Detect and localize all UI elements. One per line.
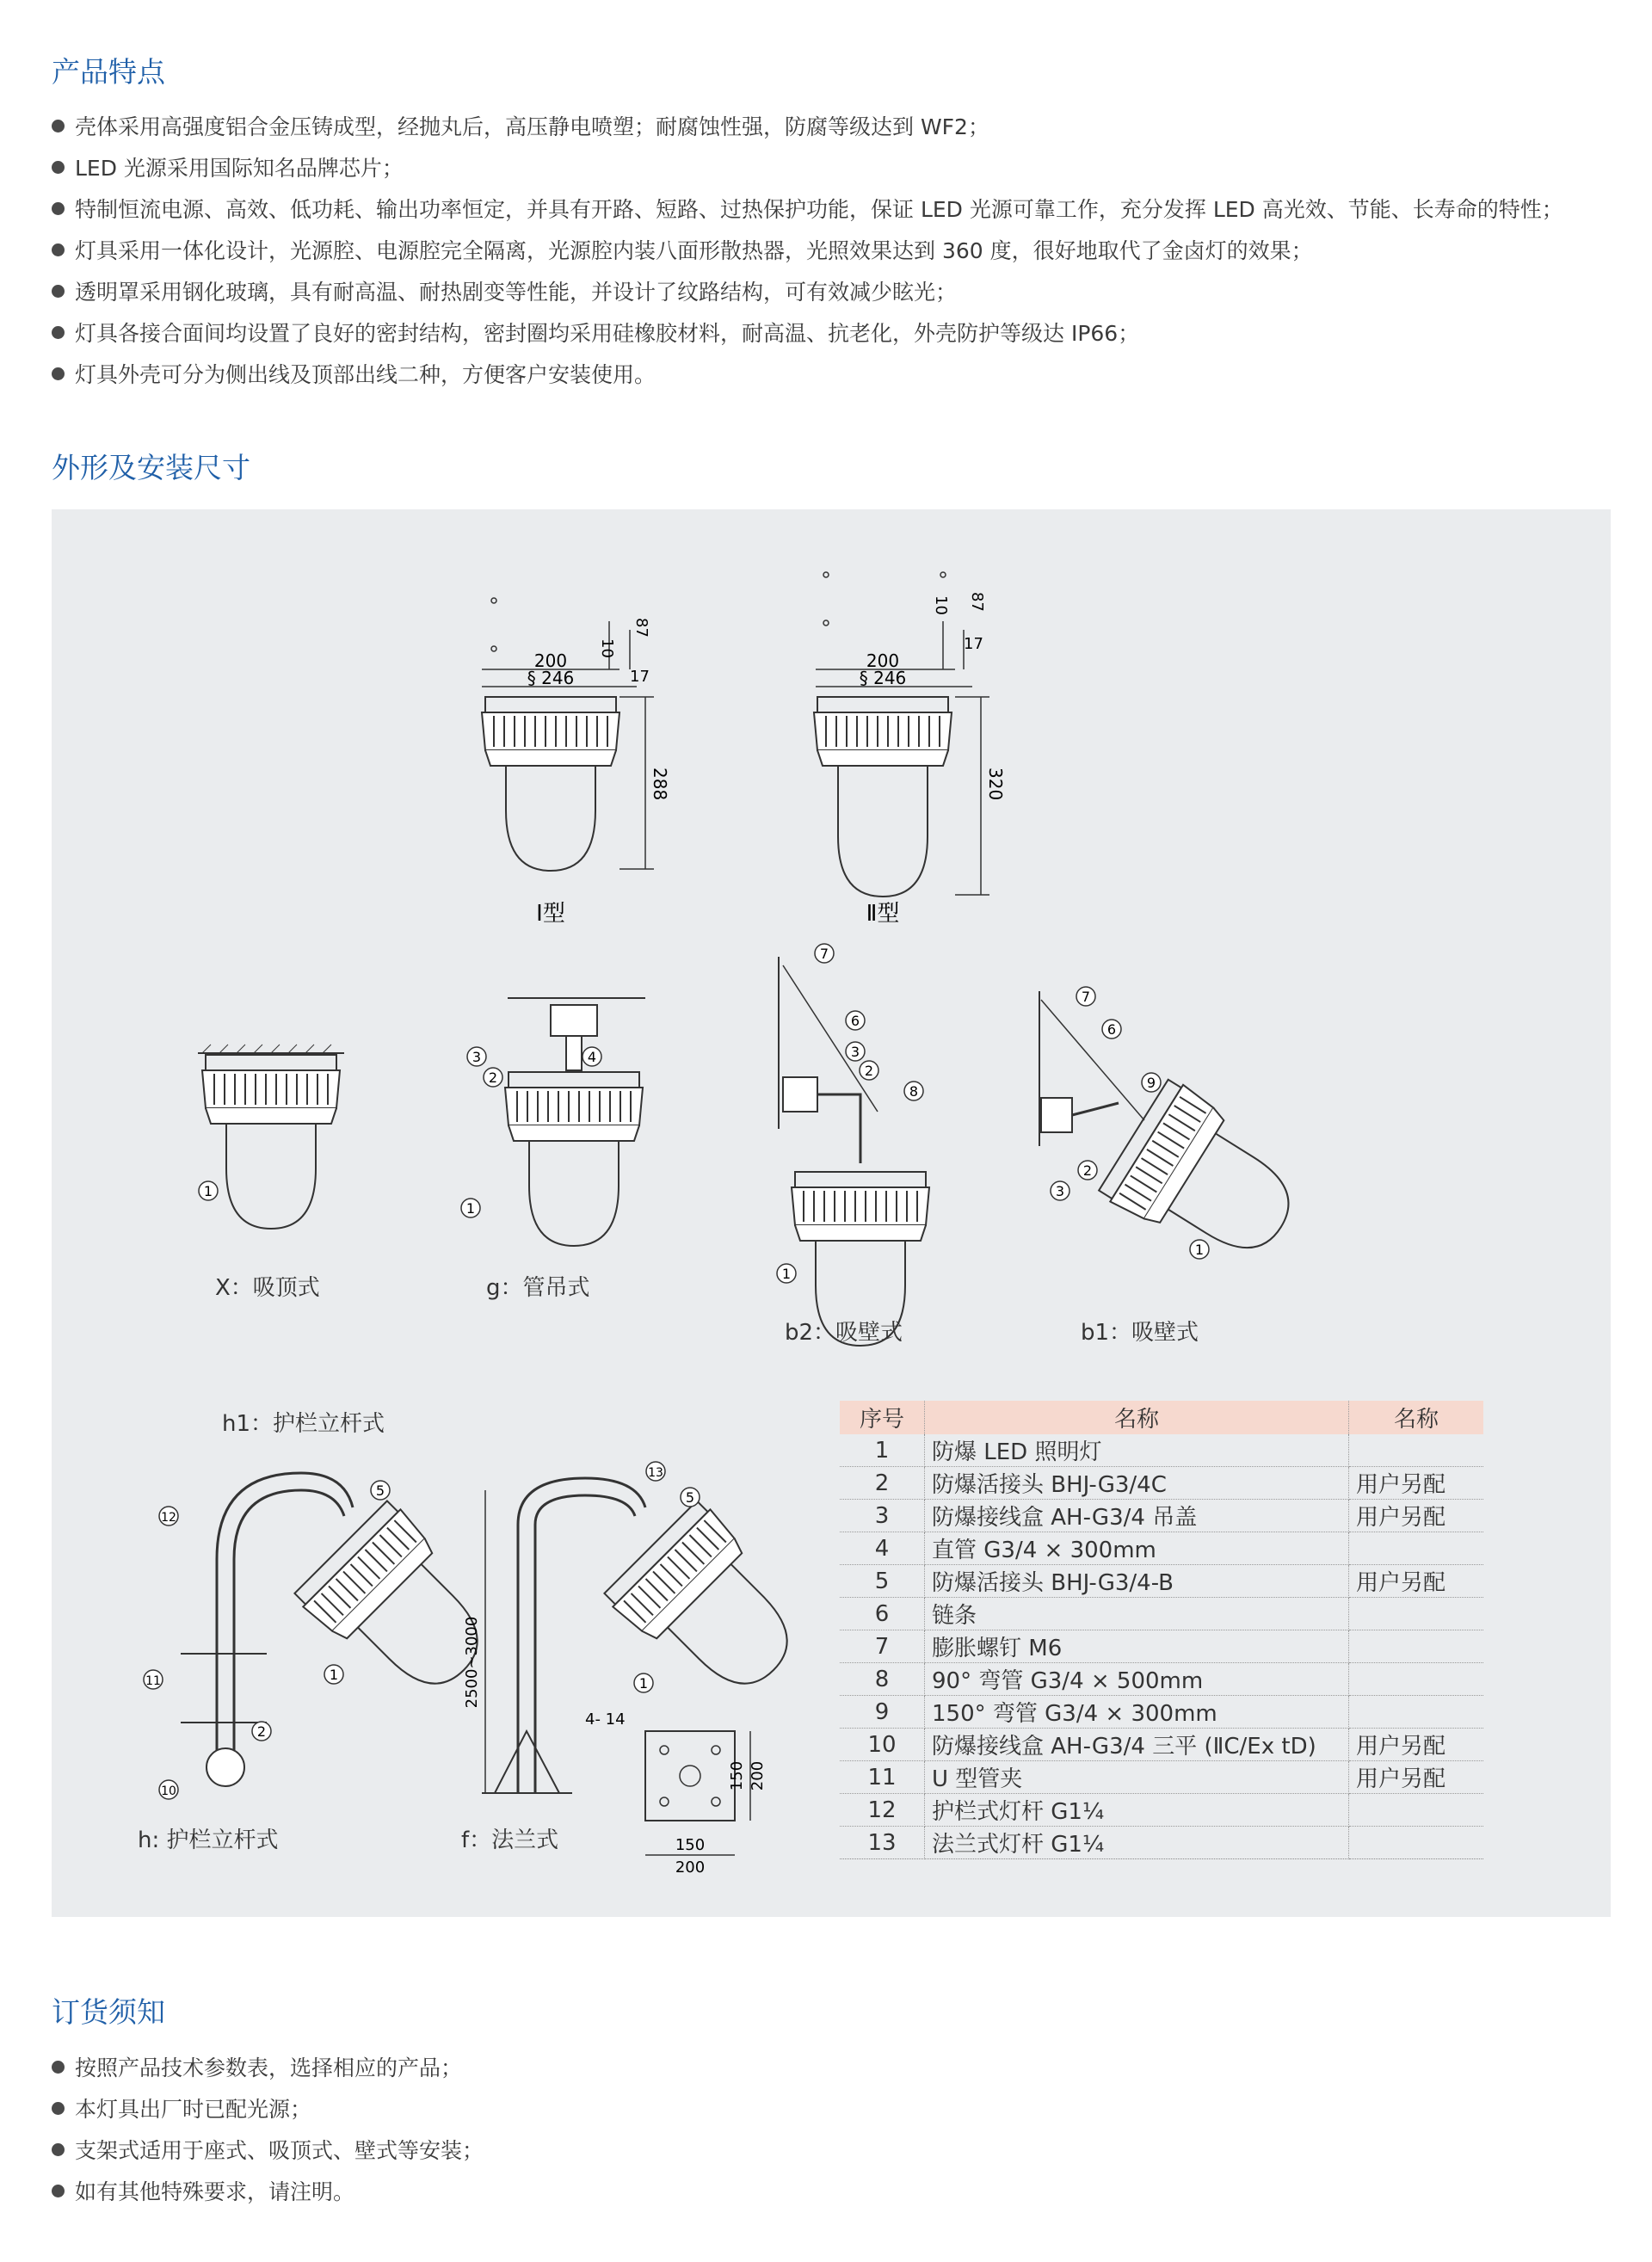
list-item: 灯具外壳可分为侧出线及顶部出线二种，方便客户安装使用。 — [52, 354, 1563, 396]
svg-text:1: 1 — [638, 1675, 649, 1692]
svg-text:2: 2 — [1082, 1162, 1093, 1179]
bullet-icon — [52, 285, 65, 298]
cell-number: 8 — [840, 1663, 925, 1696]
cell-number: 11 — [840, 1761, 925, 1794]
caption-f: f：法兰式 — [461, 1827, 559, 1853]
svg-text:7: 7 — [1081, 989, 1091, 1005]
cell-number: 10 — [840, 1729, 925, 1761]
flange-outer-h: 200 — [675, 1858, 706, 1877]
bullet-icon — [52, 326, 65, 339]
svg-text:11: 11 — [145, 1674, 161, 1688]
svg-text:6: 6 — [850, 1013, 860, 1029]
table-row — [840, 1696, 1483, 1729]
dimensions-title: 外形及安装尺寸 — [52, 451, 250, 484]
list-item: 壳体采用高强度铝合金压铸成型，经抛丸后，高压静电喷塑；耐腐蚀性强，防腐等级达到 WF2； — [52, 107, 1563, 148]
table-row — [840, 1532, 1483, 1565]
list-item: 灯具采用一体化设计，光源腔、电源腔完全隔离，光源腔内装八面形散热器，光照效果达到 360 度，很好地取代了金卤灯的效果； — [52, 231, 1563, 272]
svg-text:2: 2 — [488, 1069, 498, 1086]
svg-text:3: 3 — [850, 1044, 860, 1060]
table-header-row — [840, 1401, 1483, 1434]
bullet-icon — [52, 243, 65, 256]
cell-number: 7 — [840, 1630, 925, 1663]
cell-name: 防爆 LED 照明灯 — [925, 1434, 1349, 1467]
type2-drawing — [814, 572, 1006, 927]
type1-diameter: § 246 — [527, 668, 575, 688]
cell-name: 防爆接线盒 AH-G3/4 吊盖 — [925, 1500, 1349, 1532]
svg-text:6: 6 — [1106, 1021, 1117, 1038]
svg-text:12: 12 — [161, 1511, 176, 1525]
svg-text:2: 2 — [864, 1063, 874, 1079]
svg-text:5: 5 — [685, 1489, 695, 1506]
svg-text:1: 1 — [329, 1667, 339, 1683]
type1-height: 288 — [650, 767, 670, 801]
table-row — [840, 1565, 1483, 1598]
cell-remark — [1349, 1827, 1484, 1859]
type2-top: 10 — [932, 595, 950, 615]
svg-text:1: 1 — [781, 1266, 792, 1282]
caption-h: h: 护栏立杆式 — [138, 1827, 279, 1853]
flange-outer-v: 200 — [749, 1760, 767, 1791]
type1-width: 200 — [533, 650, 568, 671]
cell-name: U 型管夹 — [925, 1761, 1349, 1794]
list-item: 如有其他特殊要求，请注明。 — [52, 2172, 484, 2213]
caption-h1: h1：护栏立杆式 — [222, 1411, 385, 1437]
table-row — [840, 1467, 1483, 1500]
caption-x: X：吸顶式 — [215, 1275, 320, 1301]
caption-b2: b2：吸壁式 — [785, 1320, 903, 1346]
type2-height: 320 — [985, 767, 1006, 801]
cell-remark — [1349, 1663, 1484, 1696]
svg-text:5: 5 — [375, 1482, 385, 1499]
cell-remark: 用户另配 — [1349, 1729, 1484, 1761]
cell-name: 150° 弯管 G3/4 × 300mm — [925, 1696, 1349, 1729]
b1-wall-drawing — [1039, 987, 1317, 1285]
cell-name: 护栏式灯杆 G1¼ — [925, 1794, 1349, 1827]
svg-text:13: 13 — [648, 1466, 663, 1480]
type2-side: 17 — [964, 635, 983, 653]
f-flange-drawing — [463, 1462, 823, 1793]
flange-holes: 4- 14 — [585, 1710, 626, 1729]
svg-text:1: 1 — [203, 1183, 213, 1199]
h1-guardrail-drawing — [144, 1473, 513, 1799]
flange-inner-v: 150 — [728, 1760, 746, 1791]
type1-top: 10 — [598, 638, 616, 658]
flange-inner-h: 150 — [675, 1836, 706, 1854]
caption-g: g：管吊式 — [486, 1275, 590, 1301]
svg-text:3: 3 — [1055, 1183, 1065, 1199]
svg-text:8: 8 — [909, 1083, 919, 1100]
pole-height-dim: 2500~3000 — [463, 1616, 481, 1709]
type1-side: 17 — [630, 668, 650, 686]
bullet-icon — [52, 2185, 65, 2197]
cell-remark — [1349, 1532, 1484, 1565]
type1-drawing — [482, 598, 670, 927]
cell-name: 防爆接线盒 AH-G3/4 三平 (ⅡC/Ex tD) — [925, 1729, 1349, 1761]
table-row — [840, 1794, 1483, 1827]
svg-text:7: 7 — [819, 946, 829, 962]
bullet-icon — [52, 2061, 65, 2074]
cell-remark: 用户另配 — [1349, 1761, 1484, 1794]
ordering-title: 订货须知 — [52, 1995, 165, 2029]
cell-name: 法兰式灯杆 G1¼ — [925, 1827, 1349, 1859]
bullet-icon — [52, 2143, 65, 2156]
type1-label: Ⅰ型 — [536, 901, 565, 927]
list-item: 本灯具出厂时已配光源； — [52, 2089, 484, 2130]
list-item: 按照产品技术参数表，选择相应的产品； — [52, 2048, 484, 2089]
list-item: 灯具各接合面间均设置了良好的密封结构，密封圈均采用硅橡胶材料，耐高温、抗老化，外壳防护等级达 IP66； — [52, 313, 1563, 354]
cell-number: 3 — [840, 1500, 925, 1532]
col-header-number: 序号 — [840, 1401, 925, 1434]
type2-top2: 87 — [968, 592, 986, 612]
table-row — [840, 1663, 1483, 1696]
cell-number: 12 — [840, 1794, 925, 1827]
cell-remark: 用户另配 — [1349, 1500, 1484, 1532]
svg-text:2: 2 — [256, 1723, 267, 1740]
x-ceiling-drawing — [198, 1045, 344, 1229]
cell-remark — [1349, 1696, 1484, 1729]
table-row — [840, 1729, 1483, 1761]
list-item: LED 光源采用国际知名品牌芯片； — [52, 148, 1563, 189]
bullet-icon — [52, 120, 65, 133]
cell-name: 防爆活接头 BHJ-G3/4-B — [925, 1565, 1349, 1598]
cell-number: 5 — [840, 1565, 925, 1598]
bullet-icon — [52, 202, 65, 215]
cell-remark — [1349, 1630, 1484, 1663]
type2-diameter: § 246 — [859, 668, 907, 688]
table-row — [840, 1761, 1483, 1794]
table-row — [840, 1434, 1483, 1467]
flange-plate-drawing — [585, 1710, 767, 1877]
svg-text:9: 9 — [1146, 1075, 1156, 1091]
cell-remark: 用户另配 — [1349, 1565, 1484, 1598]
bullet-icon — [52, 161, 65, 174]
b2-wall-drawing — [777, 944, 929, 1346]
cell-number: 1 — [840, 1434, 925, 1467]
caption-b1: b1：吸壁式 — [1081, 1320, 1199, 1346]
list-item: 透明罩采用钢化玻璃，具有耐高温、耐热剧变等性能，并设计了纹路结构，可有效减少眩光； — [52, 272, 1563, 313]
svg-text:3: 3 — [472, 1049, 482, 1065]
cell-name: 防爆活接头 BHJ-G3/4C — [925, 1467, 1349, 1500]
cell-number: 6 — [840, 1598, 925, 1630]
list-item: 特制恒流电源、高效、低功耗、输出功率恒定，并具有开路、短路、过热保护功能，保证 LED 光源可靠工作，充分发挥 LED 高光效、节能、长寿命的特性； — [52, 189, 1563, 231]
cell-remark — [1349, 1434, 1484, 1467]
svg-text:4: 4 — [587, 1049, 597, 1065]
features-title: 产品特点 — [52, 55, 165, 89]
col-header-name: 名称 — [925, 1401, 1349, 1434]
table-row — [840, 1598, 1483, 1630]
cell-number: 2 — [840, 1467, 925, 1500]
cell-remark: 用户另配 — [1349, 1467, 1484, 1500]
list-item: 支架式适用于座式、吸顶式、壁式等安装； — [52, 2130, 484, 2172]
svg-text:1: 1 — [465, 1200, 476, 1217]
type1-top2: 87 — [632, 618, 650, 638]
bullet-icon — [52, 367, 65, 380]
g-pipe-drawing — [461, 998, 645, 1246]
table-row — [840, 1500, 1483, 1532]
col-header-remark: 名称 — [1349, 1401, 1484, 1434]
ordering-list — [52, 2048, 484, 2213]
features-list — [52, 107, 1563, 396]
type2-label: Ⅱ型 — [866, 901, 900, 927]
cell-number: 9 — [840, 1696, 925, 1729]
cell-remark — [1349, 1598, 1484, 1630]
bullet-icon — [52, 2102, 65, 2115]
type2-width: 200 — [866, 650, 900, 671]
cell-number: 13 — [840, 1827, 925, 1859]
cell-name: 膨胀螺钉 M6 — [925, 1630, 1349, 1663]
svg-text:10: 10 — [161, 1784, 176, 1798]
cell-name: 90° 弯管 G3/4 × 500mm — [925, 1663, 1349, 1696]
cell-number: 4 — [840, 1532, 925, 1565]
table-row — [840, 1630, 1483, 1663]
parts-table — [840, 1401, 1483, 1859]
cell-remark — [1349, 1794, 1484, 1827]
table-row — [840, 1827, 1483, 1859]
cell-name: 直管 G3/4 × 300mm — [925, 1532, 1349, 1565]
svg-text:1: 1 — [1194, 1242, 1205, 1258]
cell-name: 链条 — [925, 1598, 1349, 1630]
